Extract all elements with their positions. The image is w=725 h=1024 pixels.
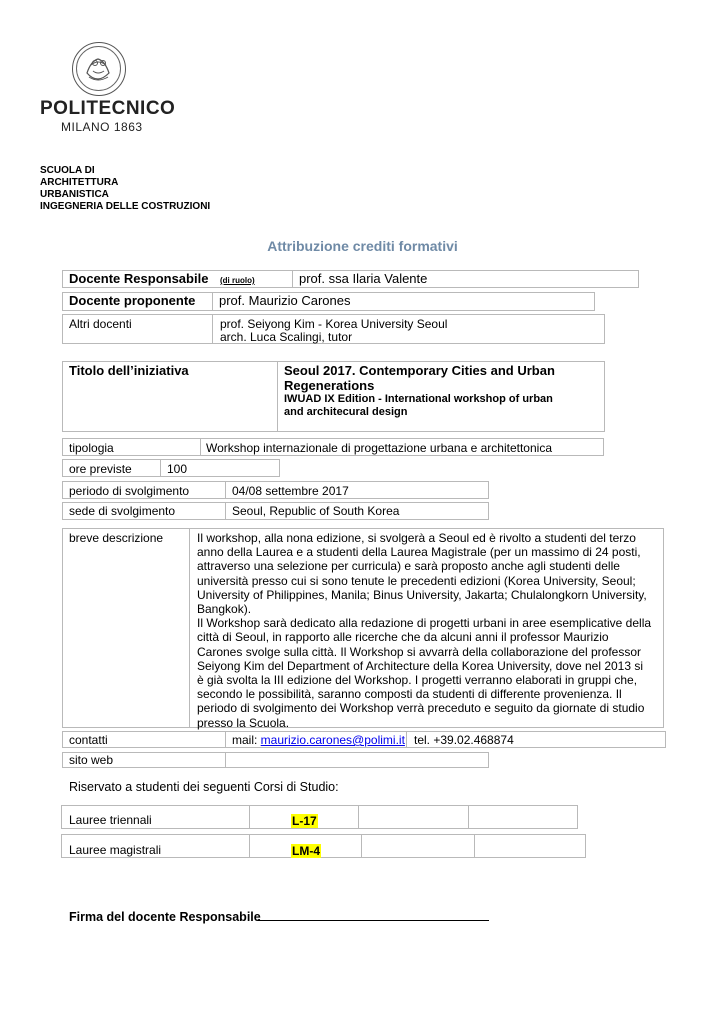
logo-title: POLITECNICO <box>40 98 176 119</box>
altri-label: Altri docenti <box>69 317 132 331</box>
triennali-cell <box>358 805 469 829</box>
titolo-main: Seoul 2017. Contemporary Cities and Urban <box>284 363 555 378</box>
school-line: URBANISTICA <box>40 189 109 200</box>
descrizione-line: University of Philippines, Manila; Binus University, Jakarta; Chulalongkorn University, <box>197 587 647 602</box>
descrizione-line: università presso cui si sono tenute le precedenti edizioni (Korea University, Seoul; <box>197 573 636 588</box>
periodo-label: periodo di svolgimento <box>69 484 190 498</box>
magistrali-label: Lauree magistrali <box>69 843 162 857</box>
school-name <box>40 165 210 213</box>
descrizione-line: anno della Laurea e a studenti della Laurea Magistrale (per un massimo di 24 posti, <box>197 545 641 560</box>
ore-value: 100 <box>167 462 188 476</box>
triennali-label: Lauree triennali <box>69 813 152 827</box>
descrizione-line: Bangkok). <box>197 602 252 617</box>
descrizione-line: secondo le possibilità, saranno composti da studenti di differente provenienza. Il <box>197 687 622 702</box>
descrizione-label: breve descrizione <box>69 531 164 545</box>
descrizione-line: è già svolta la III edizione del Workshop. I progetti verranno elaborati in gruppi che, <box>197 673 638 688</box>
periodo-value: 04/08 settembre 2017 <box>232 484 349 498</box>
magistrali-code <box>291 842 321 860</box>
altri-line: arch. Luca Scalingi, tutor <box>220 330 353 344</box>
document-title: Attribuzione crediti formativi <box>267 238 458 254</box>
school-line: ARCHITETTURA <box>40 177 119 188</box>
descrizione-line: città di Seoul, in rapporto alle ricerche che da alcuni anni il professor Maurizio <box>197 630 609 645</box>
responsabile-label: Docente Responsabile <box>69 271 209 286</box>
descrizione-line: Il workshop, alla nona edizione, si svolgerà a Seoul ed è rivolto a studenti del terzo <box>197 531 636 545</box>
altri-line: prof. Seiyong Kim - Korea University Seoul <box>220 317 448 331</box>
proponente-value: prof. Maurizio Carones <box>219 293 351 308</box>
email-link[interactable]: maurizio.carones@polimi.it <box>260 733 405 747</box>
descrizione-line: Il Workshop sarà dedicato alla redazione di progetti urbani in aree esemplicative della <box>197 616 652 631</box>
politecnico-seal-icon <box>72 42 126 96</box>
responsabile-value: prof. ssa Ilaria Valente <box>299 271 428 286</box>
tipologia-value: Workshop internazionale di progettazione urbana e architettonica <box>206 441 552 455</box>
contatti-mail <box>232 733 405 747</box>
triennali-code-text: L-17 <box>292 814 317 828</box>
titolo-sub: and architecural design <box>284 406 408 418</box>
magistrali-code-text: LM-4 <box>292 844 320 858</box>
school-line: INGEGNERIA DELLE COSTRUZIONI <box>40 201 211 212</box>
titolo-sub: IWUAD IX Edition - International workshop of urban <box>284 393 553 405</box>
descrizione-text <box>197 531 659 730</box>
ore-label: ore previste <box>69 462 132 476</box>
descrizione-line: Seiyong Kim del Department of Architecture della Korea University, dove nel 2013 si <box>197 658 644 673</box>
descrizione-line: presso la Scuola. <box>197 715 290 730</box>
magistrali-cell <box>361 834 475 858</box>
mail-prefix: mail: <box>232 733 261 747</box>
sito-value-box <box>225 752 489 768</box>
descrizione-line: Carones svolge sulla città. Il Workshop si avvarrà della collaborazione del professor <box>197 644 641 659</box>
contatti-tel: tel. +39.02.468874 <box>414 733 514 747</box>
contatti-label: contatti <box>69 733 108 747</box>
titolo-main: Regenerations <box>284 378 375 393</box>
sito-label: sito web <box>69 753 114 767</box>
descrizione-line: attraverso una selezione per curricula) e sarà proposto anche agli studenti delle <box>197 559 620 574</box>
sede-label: sede di svolgimento <box>69 504 176 518</box>
school-line: SCUOLA DI <box>40 165 95 176</box>
sede-value: Seoul, Republic of South Korea <box>232 504 400 518</box>
triennali-code <box>291 812 318 830</box>
proponente-label: Docente proponente <box>69 293 196 308</box>
descrizione-line: periodo di svolgimento dei Workshop verrà preceduto e seguito da giornate di studio <box>197 701 645 716</box>
logo-city: MILANO 1863 <box>61 120 143 134</box>
tipologia-label: tipologia <box>69 441 114 455</box>
titolo-label: Titolo dell’iniziativa <box>69 363 189 378</box>
firma-label: Firma del docente Responsabile <box>69 910 261 924</box>
responsabile-note: (di ruolo) <box>220 276 255 285</box>
signature-line[interactable] <box>258 920 489 921</box>
riservato-text: Riservato a studenti dei seguenti Corsi di Studio: <box>69 780 339 794</box>
